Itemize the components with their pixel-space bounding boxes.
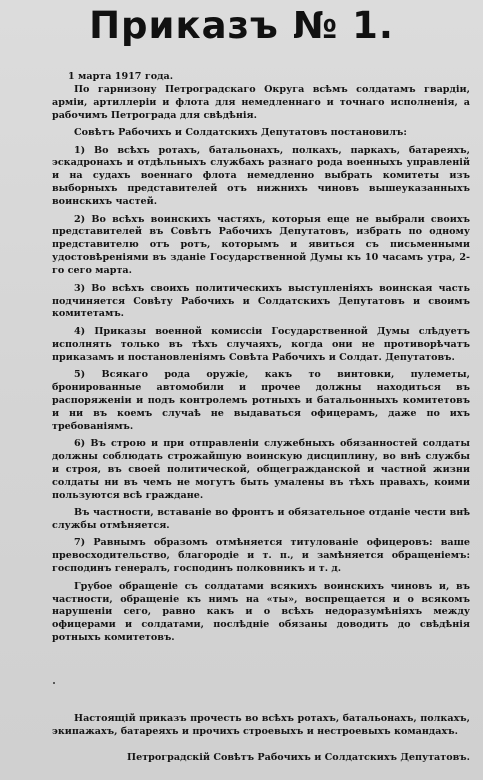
paragraph-point-5: 5) Всякаго рода оружіе, какъ то винтовки, пулеметы, бронированные автомобили и прочее должны находиться въ распоряженіи и подъ контролемъ ротныхъ и батальонныхъ комитетовъ и ни въ коемъ случаѣ не выдаваться офицерамъ, даже по ихъ требованіямъ. xyxy=(52,369,470,432)
print-speck xyxy=(53,682,55,684)
paragraph-addressees: По гарнизону Петроградскаго Округа всѣмъ солдатамъ гвардіи, арміи, артиллеріи и флота для немедленнаго и точнаго исполненія, а рабочимъ Петрограда для свѣдѣнія. xyxy=(52,83,470,121)
order-footer xyxy=(52,713,470,739)
paragraph-point-3: 3) Во всѣхъ своихъ политическихъ выступленіяхъ воинская часть подчиняется Совѣту Рабочихъ и Солдатскихъ Депутатовъ и своимъ комитетамъ. xyxy=(52,282,470,320)
footer-instruction: Настоящій приказъ прочесть во всѣхъ ротахъ, батальонахъ, полкахъ, экипажахъ, батареяхъ и прочихъ строевыхъ и нестроевыхъ командахъ. xyxy=(52,713,470,737)
paragraph-point-7: 7) Равнымъ образомъ отмѣняется титулованіе офицеровъ: ваше превосходительство, благородіе и т. п., и замѣняется обращеніемъ: господинъ генералъ, господинъ полковникъ и т. д. xyxy=(52,537,470,575)
paragraph-point-6-note: Въ частности, вставаніе во фронтъ и обязательное отданіе чести внѣ службы отмѣняется. xyxy=(52,507,470,531)
order-signature: Петроградскій Совѣтъ Рабочихъ и Солдатскихъ Депутатовъ. xyxy=(127,752,470,763)
order-body xyxy=(52,71,470,650)
paragraph-point-1: 1) Во всѣхъ ротахъ, батальонахъ, полкахъ, паркахъ, батареяхъ, эскадронахъ и отдѣльныхъ службахъ разнаго рода военныхъ управленій и на судахъ военнаго флота немедленно выбрать комитеты изъ выборныхъ представителей отъ нижнихъ чиновъ вышеуказанныхъ воинскихъ частей. xyxy=(52,144,470,208)
page-title: Приказъ № 1. xyxy=(89,4,394,47)
paragraph-point-7-note: Грубое обращеніе съ солдатами всякихъ воинскихъ чиновъ и, въ частности, обращеніе къ нимъ на «ты», воспрещается и о всякомъ нарушеніи сего, равно какъ и о всѣхъ недоразумѣніяхъ между офицерами и солдатами, послѣдніе обязаны доводить до свѣдѣнія ротныхъ комитетовъ. xyxy=(52,580,470,644)
paragraph-resolution: Совѣтъ Рабочихъ и Солдатскихъ Депутатовъ постановилъ: xyxy=(74,127,407,139)
paragraph-point-4: 4) Приказы военной комиссіи Государственной Думы слѣдуетъ исполнять только въ тѣхъ случаяхъ, когда они не противорѣчатъ приказамъ и постановленіямъ Совѣта Рабочихъ и Солдат. Депутатовъ. xyxy=(52,325,470,363)
paragraph-point-2: 2) Во всѣхъ воинскихъ частяхъ, которыя еще не выбрали своихъ представителей въ Совѣтъ Рабочихъ Депутатовъ, избрать по одному представителю отъ ротъ, которымъ и явиться съ письменными удостовѣреніями въ зданіе Государственной Думы къ 10 часамъ утра, 2-го сего марта. xyxy=(52,213,470,277)
paragraph-point-6: 6) Въ строю и при отправленіи служебныхъ обязанностей солдаты должны соблюдать строжайшую воинскую дисциплину, во внѣ службы и строя, въ своей политической, общегражданской и частной жизни солдаты ни въ чемъ не могутъ быть умалены въ тѣхъ правахъ, коими пользуются всѣ граждане. xyxy=(52,438,470,501)
order-date: 1 марта 1917 года. xyxy=(68,71,174,82)
